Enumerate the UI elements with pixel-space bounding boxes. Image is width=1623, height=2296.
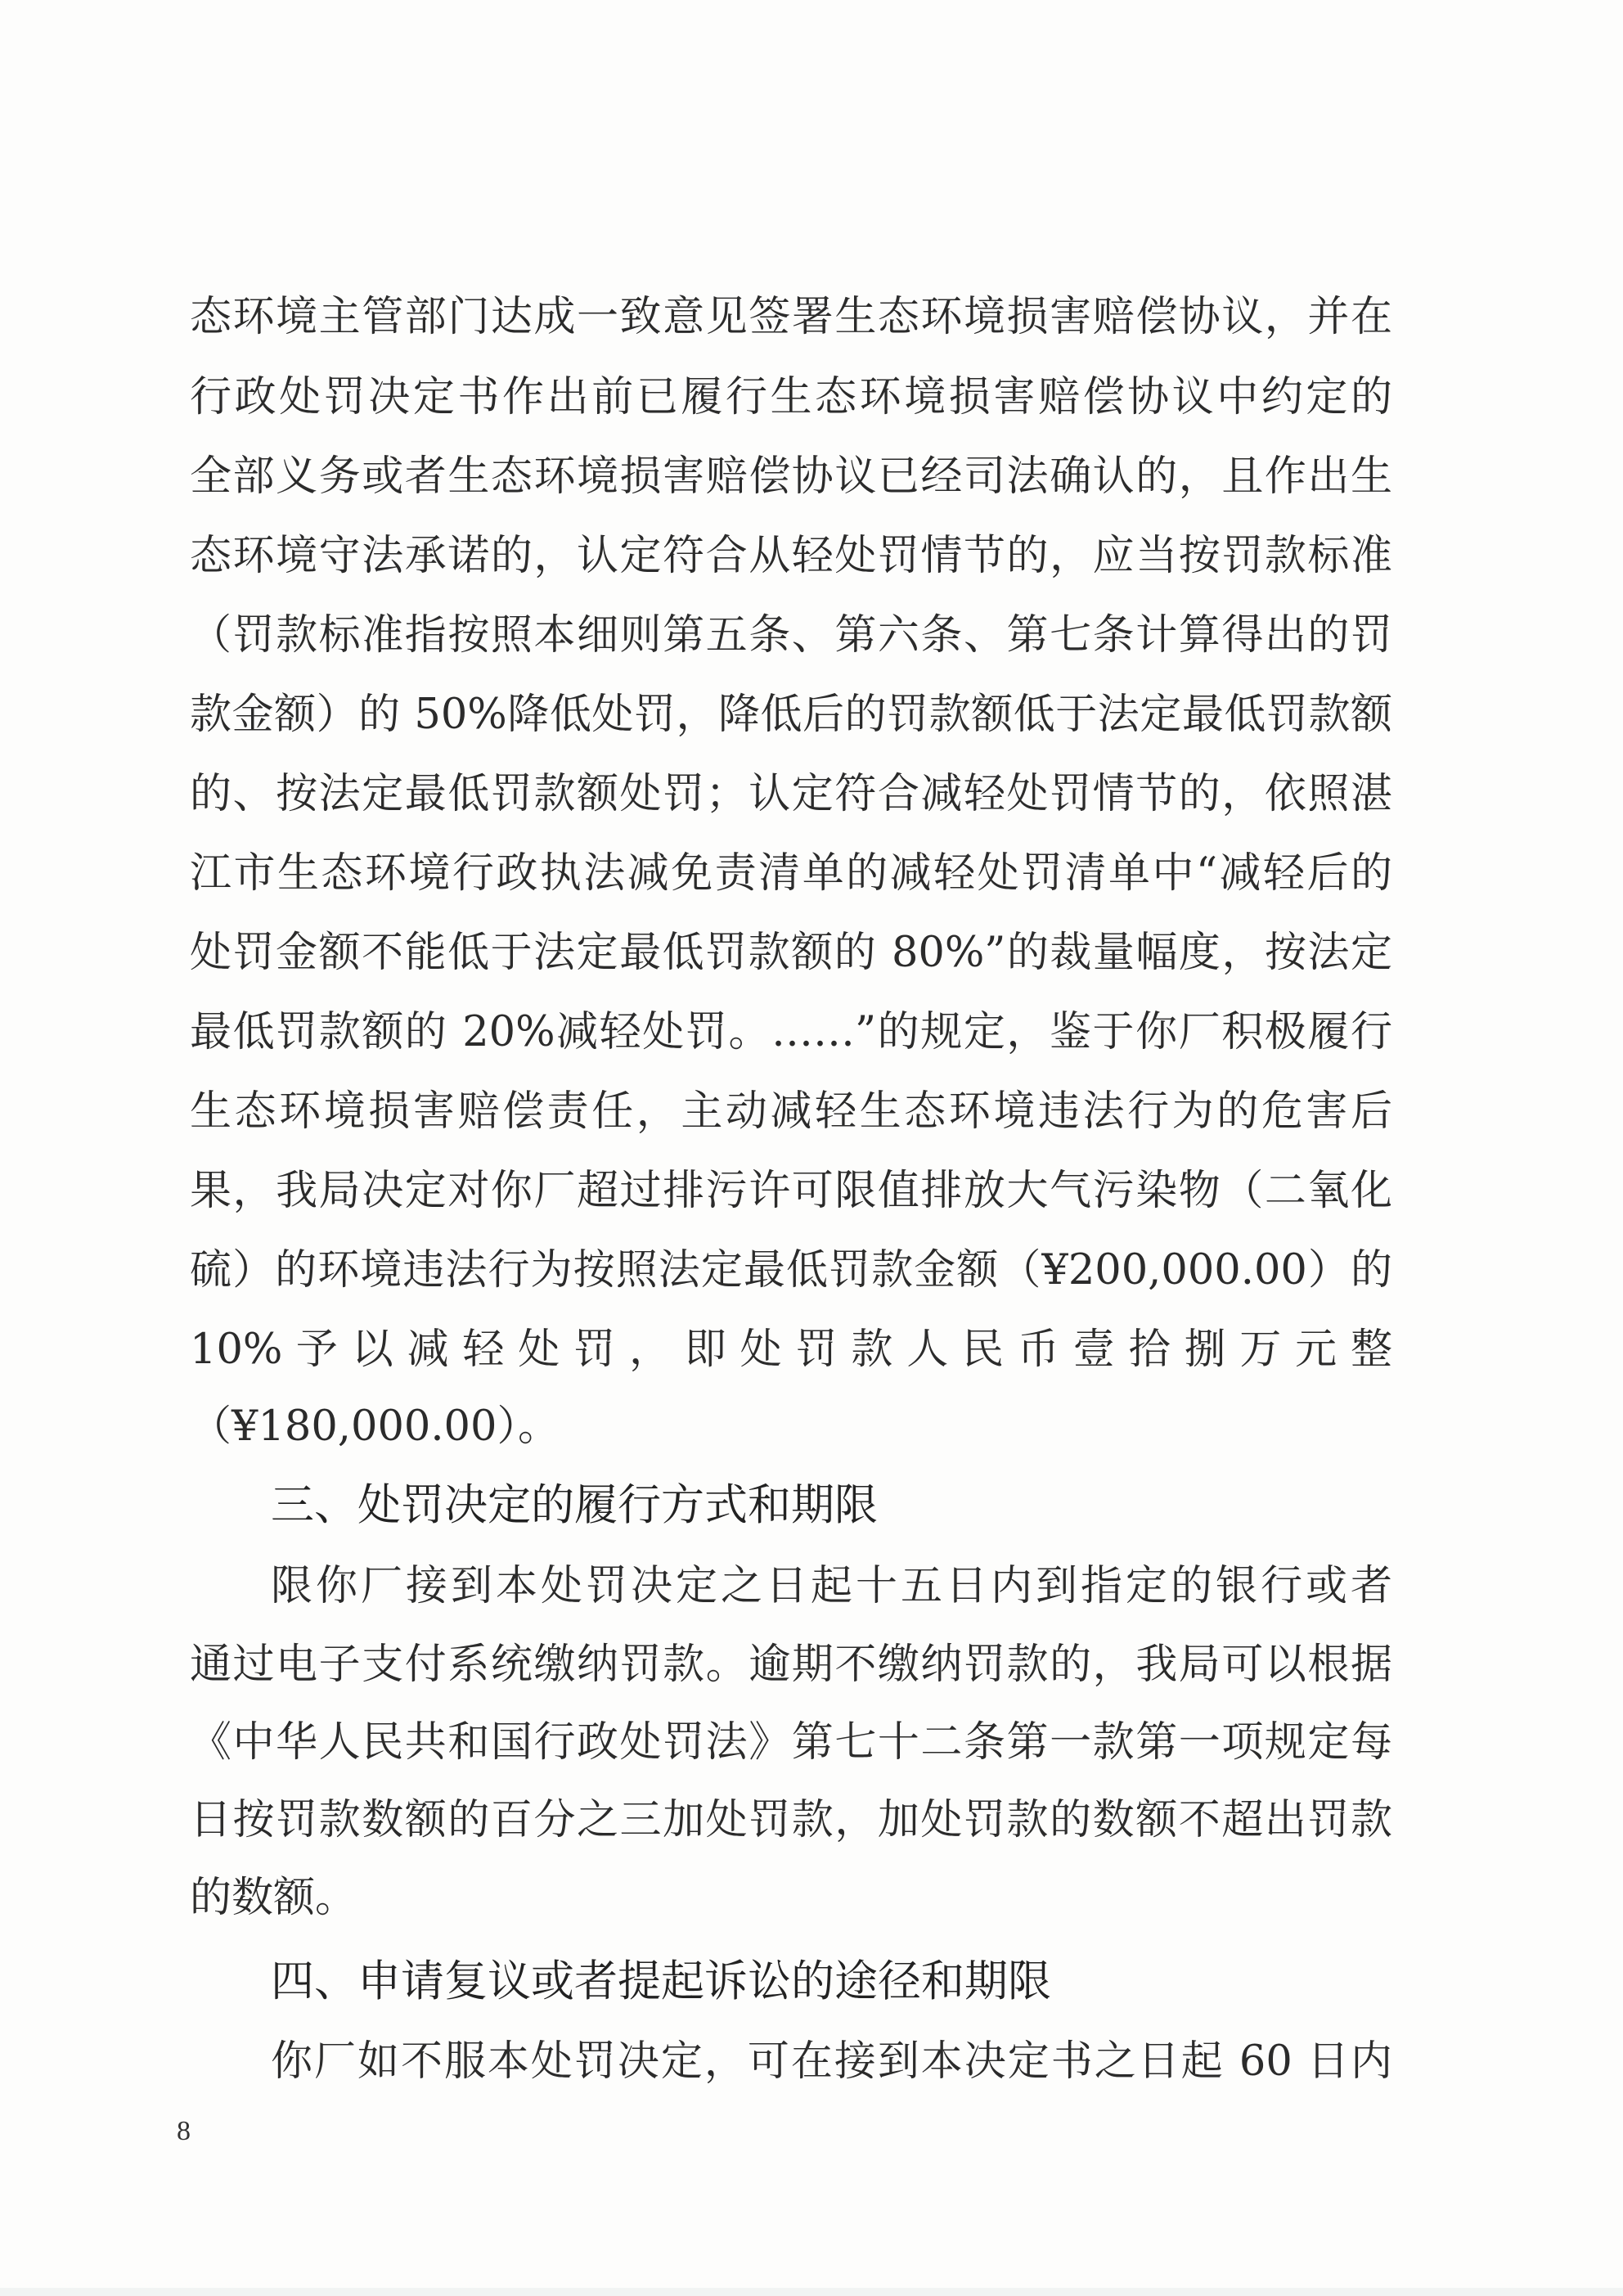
body-line: 《中华人民共和国行政处罚法》第七十二条第一款第一项规定每 xyxy=(190,1718,1392,1767)
body-line: 果，我局决定对你厂超过排污许可限值排放大气污染物（二氧化 xyxy=(190,1167,1392,1215)
body-line: （¥180,000.00）。 xyxy=(190,1402,560,1451)
body-line: 生态环境损害赔偿责任，主动减轻生态环境违法行为的危害后 xyxy=(190,1087,1392,1136)
body-line: 全部义务或者生态环境损害赔偿协议已经司法确认的，且作出生 xyxy=(190,452,1392,501)
body-line: 态环境主管部门达成一致意见签署生态环境损害赔偿协议，并在 xyxy=(190,293,1392,341)
body-line: 的、按法定最低罚款额处罚；认定符合减轻处罚情节的，依照湛 xyxy=(190,770,1392,818)
body-line: 最低罚款额的 20%减轻处罚。……”的规定，鉴于你厂积极履行 xyxy=(190,1008,1392,1056)
body-line: 态环境守法承诺的，认定符合从轻处罚情节的，应当按罚款标准 xyxy=(190,532,1392,580)
page-number: 8 xyxy=(177,2116,191,2146)
body-line: 通过电子支付系统缴纳罚款。逾期不缴纳罚款的，我局可以根据 xyxy=(190,1641,1392,1689)
section-heading-4: 四、申请复议或者提起诉讼的途径和期限 xyxy=(271,1956,1051,2006)
body-line: 你厂如不服本处罚决定，可在接到本决定书之日起 60 日内 xyxy=(271,2037,1392,2086)
body-line: 行政处罚决定书作出前已履行生态环境损害赔偿协议中约定的 xyxy=(190,373,1392,421)
scan-edge xyxy=(0,2288,1623,2296)
section-heading-3: 三、处罚决定的履行方式和期限 xyxy=(271,1480,878,1530)
body-line: 限你厂接到本处罚决定之日起十五日内到指定的银行或者 xyxy=(271,1562,1392,1610)
body-line: （罚款标准指按照本细则第五条、第六条、第七条计算得出的罚 xyxy=(190,611,1392,660)
body-line: 日按罚款数额的百分之三加处罚款，加处罚款的数额不超出罚款 xyxy=(190,1796,1392,1844)
body-line: 10% 予 以 减 轻 处 罚 ， 即 处 罚 款 人 民 币 壹 拾 捌 万 元 整 xyxy=(190,1326,1392,1374)
body-line: 款金额）的 50%降低处罚，降低后的罚款额低于法定最低罚款额 xyxy=(190,691,1392,739)
body-line: 处罚金额不能低于法定最低罚款额的 80%”的裁量幅度，按法定 xyxy=(190,929,1392,977)
body-line: 硫）的环境违法行为按照法定最低罚款金额（¥200,000.00）的 xyxy=(190,1246,1392,1294)
body-line: 江市生态环境行政执法减免责清单的减轻处罚清单中“减轻后的 xyxy=(190,849,1392,898)
body-line: 的数额。 xyxy=(190,1874,357,1922)
